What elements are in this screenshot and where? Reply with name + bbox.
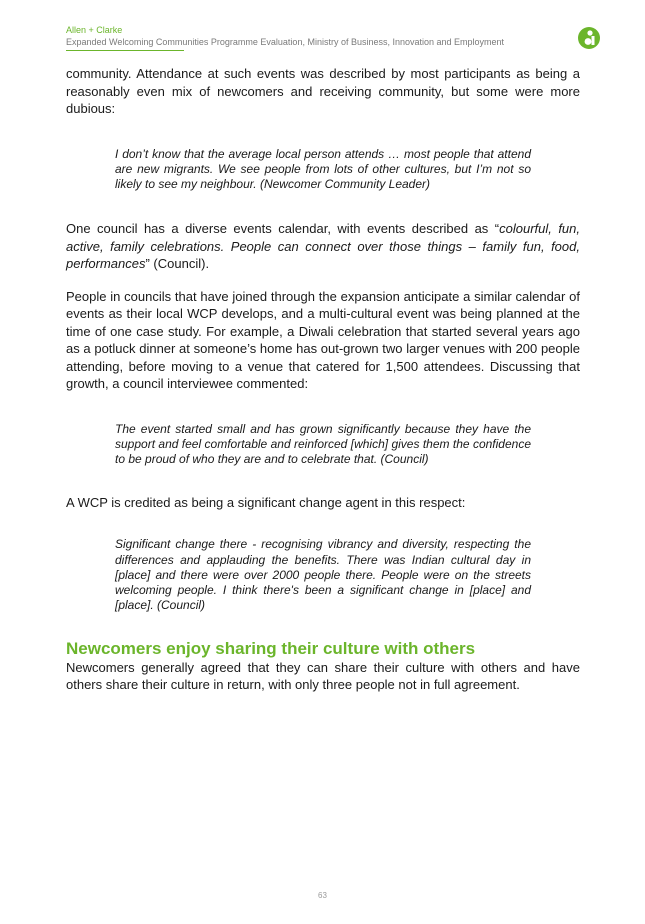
paragraph-2-quote: colourful, fun, active, family celebrations. People can connect over those things – family fun, food, performances (66, 221, 581, 272)
paragraph-3: People in councils that have joined through the expansion anticipate a similar calendar of events as their local WCP develops, and a multi-cultural event was being planned at the time of one case study. For example, a Diwali celebration that started several years ago as a potluck dinner at someone’s home has out-grown two larger venues with 200 people attending, before moving to a venue that catered for 1,500 attendees. Discussing that growth, a council interviewee commented: (66, 288, 580, 392)
paragraph-1: community. Attendance at such events was described by most participants as being a reasonably even mix of newcomers and receiving community, but some were more dubious: (66, 66, 580, 116)
allen-clarke-logo-icon (577, 24, 601, 50)
page-content (66, 65, 580, 694)
header-rule (66, 50, 184, 51)
quote-3: Significant change there - recognising vibrancy and diversity, respecting the differences and applauding the benefits. There was Indian cultural day in [place] and there were over 2000 people there. People were on the streets welcoming people. I think there's been a significant change in [place] and [place]. (Council) (115, 537, 531, 613)
paragraph-5: Newcomers generally agreed that they can share their culture with others and have others share their culture in return, with only three people not in full agreement. (66, 659, 580, 693)
paragraph-4: A WCP is credited as being a significant change agent in this respect: (66, 494, 466, 510)
page-header (66, 25, 586, 48)
paragraph-2-post: ” (Council). (145, 256, 210, 272)
paragraph-2-pre: One council has a diverse events calendar, with events described as “ (66, 221, 500, 237)
header-org: Allen + Clarke (66, 25, 123, 35)
quote-2: The event started small and has grown significantly because they have the support and feel comfortable and reinforced [which] gives them the confidence to be proud of who they are and to celebrate that. (Council) (115, 421, 531, 467)
quote-1: I don’t know that the average local person attends … most people that attend are new migrants. We see people from lots of other cultures, but I’m not so likely to see my neighbour. (Newcomer Community Leader) (115, 146, 531, 192)
paragraph-2 (66, 220, 580, 273)
section-heading: Newcomers enjoy sharing their culture with others (66, 638, 476, 658)
page-number: 63 (318, 891, 327, 900)
header-subtitle: Expanded Welcoming Communities Programme Evaluation, Ministry of Business, Innovation and Employment (66, 37, 505, 47)
